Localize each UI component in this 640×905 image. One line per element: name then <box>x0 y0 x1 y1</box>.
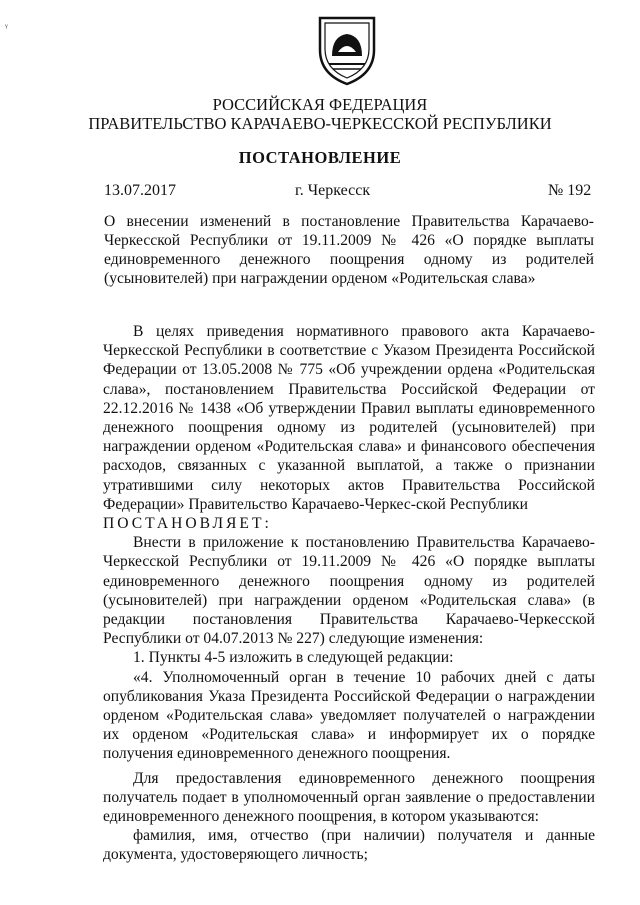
body-paragraph-5: фамилия, имя, отчество (при наличии) получателя и данные документа, удостоверяющего личность; <box>103 827 595 864</box>
coat-of-arms-emblem <box>316 14 378 86</box>
document-body <box>103 322 595 865</box>
document-number: № 192 <box>548 182 592 199</box>
preamble-paragraph: В целях приведения нормативного правового акта Карачаево-Черкесской Республики в соответствие с Указом Президента Российской Федерации от 13.05.2008 № 775 «Об учреждении ордена «Родительская слава», постановлением Правительства Российской Федерации от 22.12.2016 № 1438 «Об утверждении Правил выплаты единовременного денежного поощрения одному из родителей (усыновителей) при награждении орденом «Родительская слава» и финансового обеспечения расходов, связанных с указанной выплатой, а также о признании утратившими силу некоторых актов Правительства Российской Федерации» Правительство Карачаево-Черкес-ской Республики <box>103 323 595 513</box>
body-paragraph-1: Внести в приложение к постановлению Правительства Карачаево-Черкесской Республики от 19.11.2009 № 426 «О порядке выплаты единовременного денежного поощрения одному из родителей (усыновителей) при награждении орденом «Родительская слава» (в редакции постановления Правительства Карачаево-Черкесской Республики от 04.07.2013 № 227) следующие изменения: <box>103 534 595 648</box>
government-heading: ПРАВИТЕЛЬСТВО КАРАЧАЕВО-ЧЕРКЕССКОЙ РЕСПУБЛИКИ <box>88 114 552 133</box>
document-type-title: ПОСТАНОВЛЕНИЕ <box>238 148 402 167</box>
body-paragraph-2: 1. Пункты 4-5 изложить в следующей редакции: <box>133 649 454 667</box>
body-paragraph-3: «4. Уполномоченный орган в течение 10 рабочих дней с даты опубликования Указа Президента Российской Федерации о награждении орденом «Родительская слава» уведомляет получателей о награждении их орденом «Родительская слава» и информирует их о порядке получения единовременного денежного поощрения. <box>103 668 595 763</box>
body-paragraph-4: Для предоставления единовременного денежного поощрения получатель подает в уполномоченный орган заявление о предоставлении единовременного денежного поощрения, в котором указываются: <box>103 769 595 826</box>
document-subject: О внесении изменений в постановление Правительства Карачаево-Черкесской Республики от 19.11.2009 № 426 «О порядке выплаты единовременного денежного поощрения одному из родителей (усыновителей) при награждении орденом «Родительская слава» <box>104 213 594 287</box>
resolve-heading: ПОСТАНОВЛЯЕТ: <box>103 515 272 533</box>
document-city: г. Черкесск <box>295 182 371 199</box>
margin-mark: ᵞ <box>5 22 8 33</box>
country-heading: РОССИЙСКАЯ ФЕДЕРАЦИЯ <box>212 95 428 114</box>
document-date: 13.07.2017 <box>104 182 176 199</box>
